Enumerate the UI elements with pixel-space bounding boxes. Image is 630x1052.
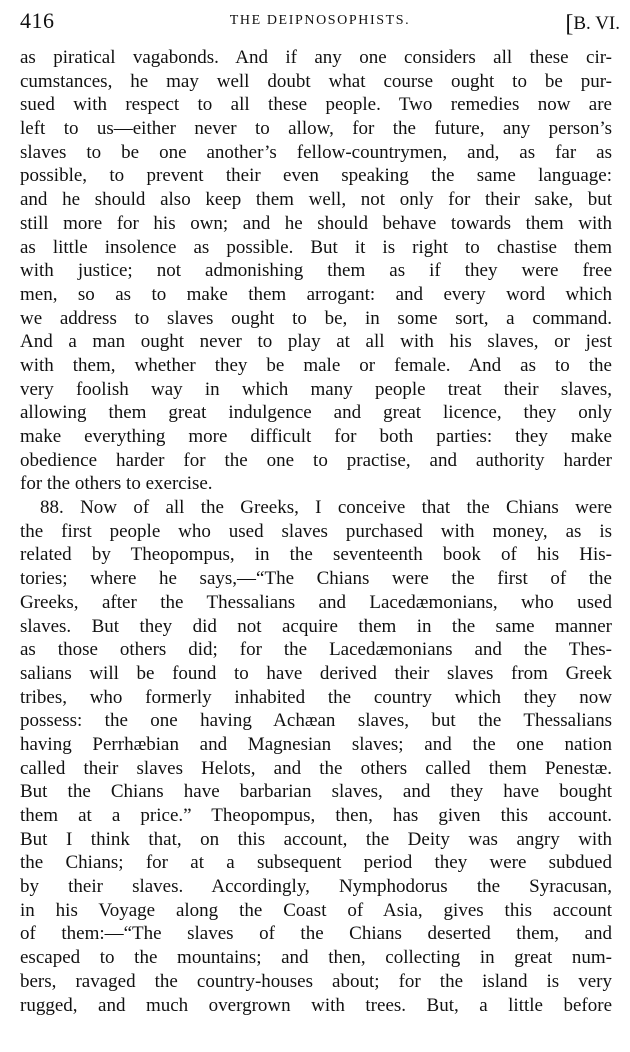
text-line: escaped to the mountains; and then, collecting in great num-	[20, 947, 612, 969]
text-line: cumstances, he may well doubt what course ought to be pur-	[20, 70, 612, 92]
text-line: very foolish way in which many people treat their slaves,	[20, 378, 612, 400]
text-line: the Chians; for at a subsequent period they were subdued	[20, 852, 612, 874]
text-line: But the Chians have barbarian slaves, and they have bought	[20, 781, 612, 803]
page-header	[20, 8, 620, 38]
page-number: 416	[20, 8, 55, 33]
body-text	[20, 46, 612, 1017]
text-line: called their slaves Helots, and the others called them Penestæ.	[20, 757, 612, 779]
paragraph-88	[20, 496, 612, 1017]
text-line: rugged, and much overgrown with trees. But, a little before	[20, 994, 612, 1016]
text-line: obedience harder for the one to practise, and authority harder	[20, 449, 612, 471]
text-line: having Perrhæbian and Magnesian slaves; and the one nation	[20, 733, 612, 755]
text-line: and he should also keep them well, not only for their sake, but	[20, 189, 612, 211]
text-line: by their slaves. Accordingly, Nymphodorus the Syracusan,	[20, 876, 612, 898]
text-line: in his Voyage along the Coast of Asia, gives this account	[20, 899, 612, 921]
book-reference-label: B. VI.	[573, 13, 620, 34]
text-line: 88. Now of all the Greeks, I conceive that the Chians were	[40, 497, 612, 519]
text-line: with justice; not admonishing them as if they were free	[20, 260, 612, 282]
text-line: allowing them great indulgence and great licence, they only	[20, 402, 612, 424]
text-line: of them:—“The slaves of the Chians deserted them, and	[20, 923, 612, 945]
text-line: left to us—either never to allow, for the future, any person’s	[20, 118, 612, 140]
text-line: tribes, who formerly inhabited the country which they now	[20, 686, 612, 708]
text-line: tories; where he says,—“The Chians were the first of the	[20, 568, 612, 590]
running-title: THE DEIPNOSOPHISTS.	[229, 13, 411, 28]
text-line: as piratical vagabonds. And if any one considers all these cir-	[20, 47, 612, 68]
text-line: with them, whether they be male or female. And as to the	[20, 354, 612, 376]
text-line: men, so as to make them arrogant: and every word which	[20, 283, 612, 305]
text-line: Greeks, after the Thessalians and Lacedæmonians, who used	[20, 591, 612, 613]
text-line: possible, to prevent their even speaking the same language:	[20, 165, 612, 187]
text-line: slaves. But they did not acquire them in the same manner	[20, 615, 612, 637]
text-line: salians will be found to have derived their slaves from Greek	[20, 662, 612, 684]
text-line: as those others did; for the Lacedæmonians and the Thes-	[20, 639, 612, 661]
paragraph-1	[20, 46, 612, 496]
text-line: we address to slaves ought to be, in some sort, a command.	[20, 307, 612, 329]
book-reference	[565, 9, 620, 36]
text-line: them at a price.” Theopompus, then, has given this account.	[20, 805, 612, 826]
text-line: And a man ought never to play at all with his slaves, or jest	[20, 331, 612, 353]
text-line: sued with respect to all these people. Two remedies now are	[20, 94, 612, 116]
text-line: as little insolence as possible. But it is right to chastise them	[20, 236, 612, 258]
text-line: related by Theopompus, in the seventeenth book of his His-	[20, 544, 612, 566]
text-line: for the others to exercise.	[20, 473, 213, 495]
text-line: But I think that, on this account, the Deity was angry with	[20, 828, 612, 850]
text-line: make everything more difficult for both parties: they make	[20, 426, 612, 447]
text-line: possess: the one having Achæan slaves, but the Thessalians	[20, 710, 612, 732]
book-reference-bracket: [	[565, 11, 574, 37]
text-line: still more for his own; and he should behave towards them with	[20, 212, 612, 234]
text-line: the first people who used slaves purchased with money, as is	[20, 520, 612, 542]
text-line: slaves to be one another’s fellow-countrymen, and, as far as	[20, 141, 612, 163]
text-line: bers, ravaged the country-houses about; for the island is very	[20, 970, 612, 992]
